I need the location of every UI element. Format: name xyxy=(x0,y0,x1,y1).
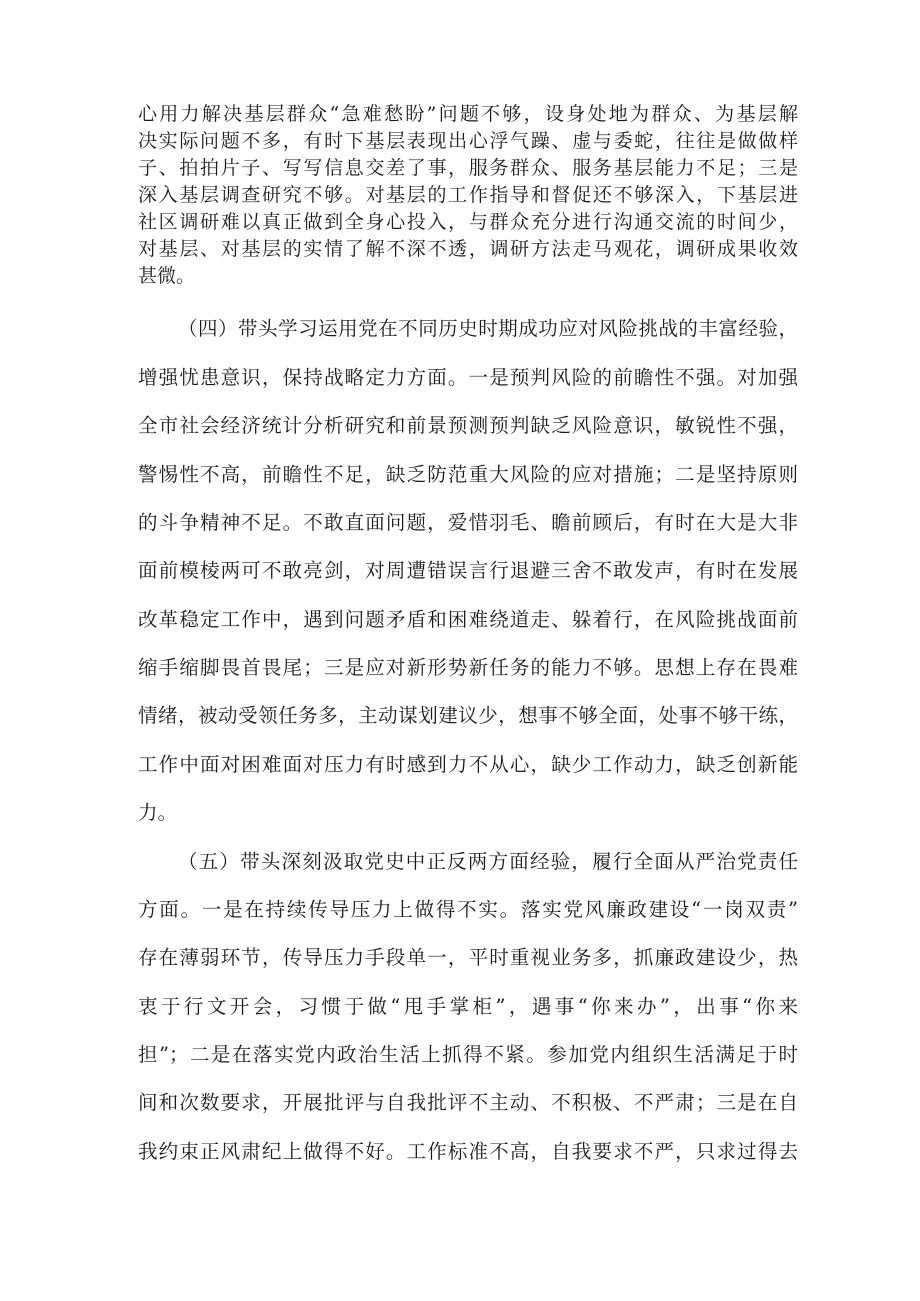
text-line: 面前模棱两可不敢亮剑，对周遭错误言行退避三舍不敢发声，有时在发展 xyxy=(138,559,798,582)
text-line: 存在薄弱环节，传导压力手段单一，平时重视业务多，抓廉政建设少，热 xyxy=(138,946,798,969)
paragraph-first-line: （四）带头学习运用党在不同历史时期成功应对风险挑战的丰富经验， xyxy=(178,317,798,340)
text-line: 改革稳定工作中，遇到问题矛盾和困难绕道走、躲着行，在风险挑战面前 xyxy=(138,608,798,631)
text-line: 子、拍拍片子、写写信息交差了事，服务群众、服务基层能力不足；三是 xyxy=(138,157,798,179)
text-line: 担”；二是在落实党内政治生活上抓得不紧。参加党内组织生活满足于时 xyxy=(138,1043,798,1066)
text-line: 决实际问题不多，有时下基层表现出心浮气躁、虚与委蛇，往往是做做样 xyxy=(138,130,798,152)
text-line: 衷于行文开会，习惯于做“甩手掌柜”，遇事“你来办”，出事“你来 xyxy=(138,995,798,1018)
text-line: 的斗争精神不足。不敢直面问题，爱惜羽毛、瞻前顾后，有时在大是大非 xyxy=(138,511,798,534)
text-line: 我约束正风肃纪上做得不好。工作标准不高，自我要求不严，只求过得去 xyxy=(138,1140,798,1163)
text-line: 增强忧患意识，保持战略定力方面。一是预判风险的前瞻性不强。对加强 xyxy=(138,366,798,389)
text-line: 甚微。 xyxy=(138,265,196,287)
text-line: 间和次数要求，开展批评与自我批评不主动、不积极、不严肃；三是在自 xyxy=(138,1091,798,1114)
text-line: 深入基层调查研究不够。对基层的工作指导和督促还不够深入，下基层进 xyxy=(138,184,798,206)
text-line: 缩手缩脚畏首畏尾；三是应对新形势新任务的能力不够。思想上存在畏难 xyxy=(138,656,798,679)
text-line: 工作中面对困难面对压力有时感到力不从心，缺少工作动力，缺乏创新能 xyxy=(138,753,798,776)
text-line: 社区调研难以真正做到全身心投入，与群众充分进行沟通交流的时间少， xyxy=(138,211,798,233)
text-line: 对基层、对基层的实情了解不深不透，调研方法走马观花，调研成果收效 xyxy=(138,238,798,260)
paragraph-first-line: （五）带头深刻汲取党史中正反两方面经验，履行全面从严治党责任 xyxy=(178,850,798,873)
text-line: 情绪，被动受领任务多，主动谋划建议少，想事不够全面，处事不够干练， xyxy=(138,704,798,727)
text-line: 方面。一是在持续传导压力上做得不实。落实党风廉政建设“一岗双责” xyxy=(138,898,798,921)
text-line: 心用力解决基层群众“急难愁盼”问题不够，设身处地为群众、为基层解 xyxy=(138,103,798,125)
text-line: 警惕性不高，前瞻性不足，缺乏防范重大风险的应对措施；二是坚持原则 xyxy=(138,463,798,486)
text-line: 力。 xyxy=(138,801,178,824)
text-line: 全市社会经济统计分析研究和前景预测预判缺乏风险意识，敏锐性不强， xyxy=(138,414,798,437)
